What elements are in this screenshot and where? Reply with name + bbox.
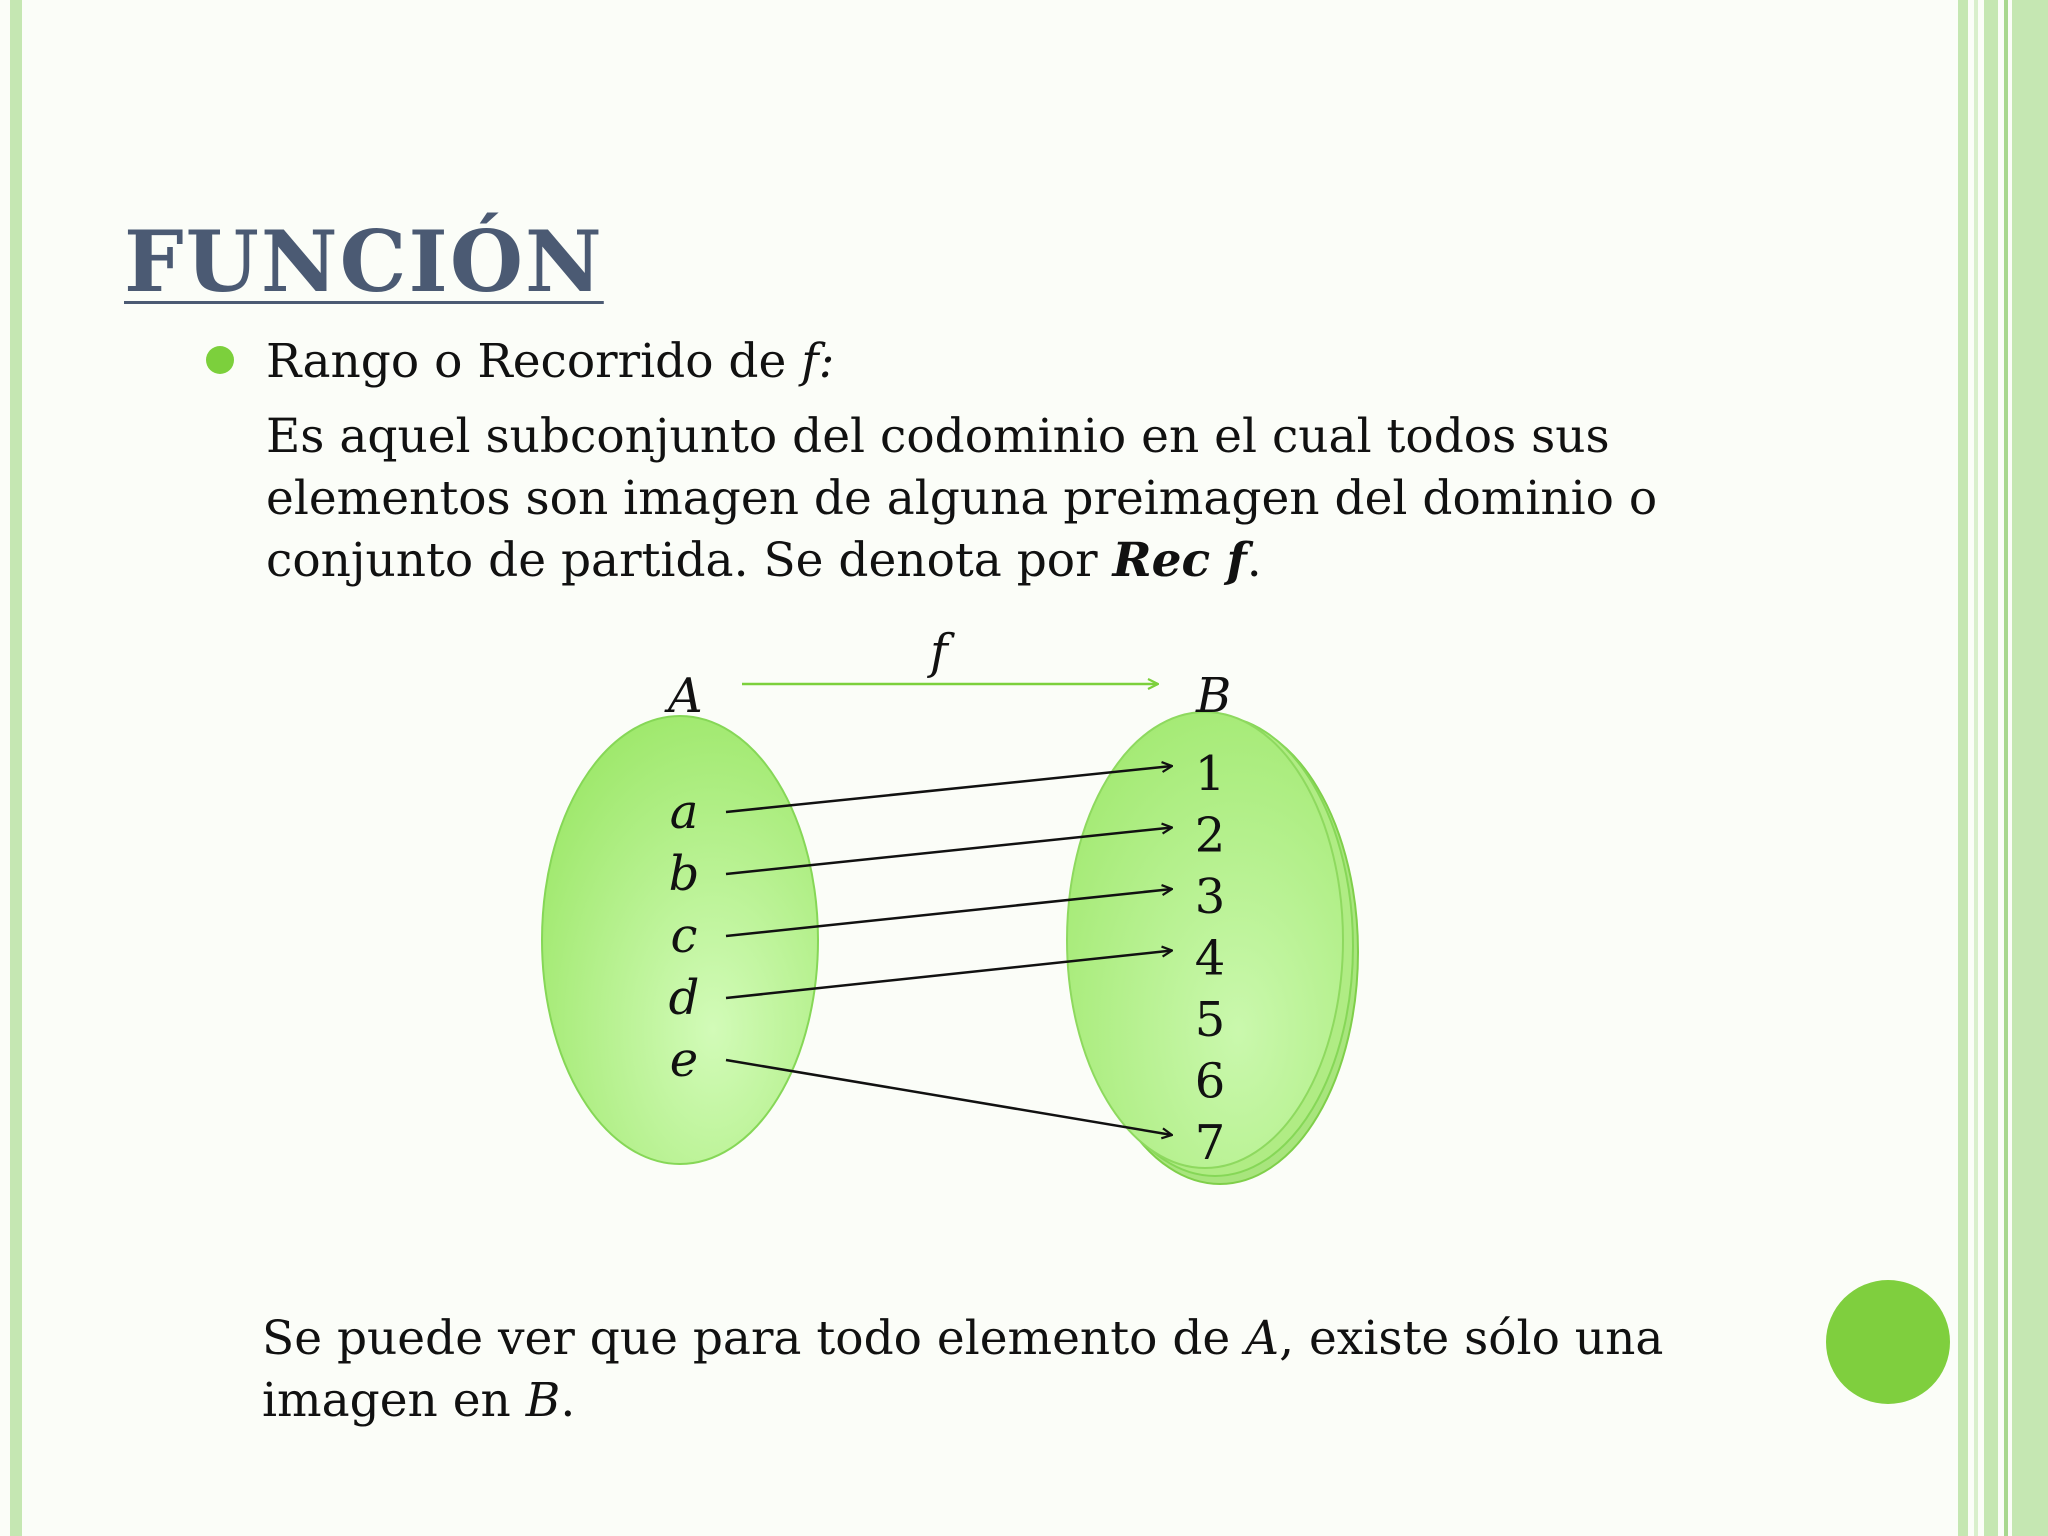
codomain-element-4: 4 [1194, 930, 1226, 987]
domain-elements [669, 784, 700, 1088]
conclusion-set-b: B [525, 1373, 561, 1428]
domain-element-d: d [668, 970, 700, 1026]
domain-element-b: b [668, 846, 700, 902]
domain-element-c: c [670, 908, 698, 964]
codomain-element-5: 5 [1194, 992, 1226, 1048]
codomain-element-2: 2 [1194, 807, 1226, 864]
conclusion-set-a: A [1245, 1311, 1280, 1366]
codomain-element-1: 1 [1194, 746, 1226, 802]
definition-text: Es aquel subconjunto del codominio en el cual todos sus elementos son imagen de alguna preimagen del dominio o conjunto de partida. Se denota por [266, 409, 1658, 588]
conclusion-end: . [560, 1373, 576, 1428]
conclusion-part2: , existe sólo una imagen en [262, 1311, 1664, 1428]
set-b-label: B [1196, 668, 1232, 724]
codomain-elements [1195, 746, 1226, 1171]
conclusion-paragraph [262, 1308, 1682, 1432]
definition-end: . [1246, 533, 1262, 588]
bullet-term-var: f: [801, 334, 835, 389]
slide-title: FUNCIÓN [124, 212, 604, 311]
bullet-term: Rango o Recorrido de [266, 334, 802, 389]
decorative-circle [1826, 1280, 1950, 1404]
codomain-element-6: 6 [1194, 1053, 1226, 1110]
domain-element-e: e [669, 1032, 699, 1088]
set-a-label: A [668, 668, 703, 724]
codomain-element-7: 7 [1194, 1115, 1226, 1171]
conclusion-part1: Se puede ver que para todo elemento de [262, 1311, 1246, 1366]
function-label: f [930, 624, 948, 680]
domain-element-a: a [669, 784, 699, 840]
codomain-element-3: 3 [1194, 869, 1226, 925]
definition-notation: Rec f [1112, 533, 1247, 588]
